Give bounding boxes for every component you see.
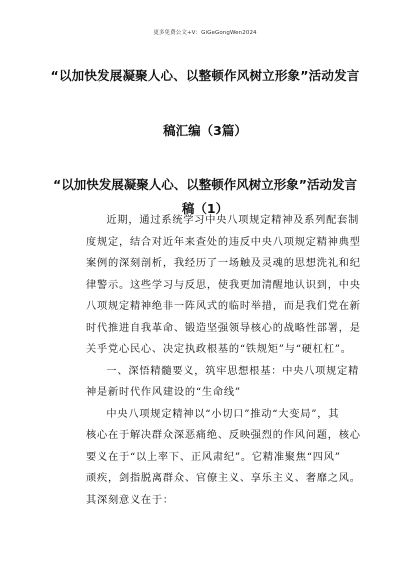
text-line: 神是新时代作风建设的“生命线” — [86, 387, 241, 398]
document-title: “以加快发展凝聚人心、以整顿作风树立形象”活动发言 — [50, 68, 360, 83]
text-line: 中央八项规定精神以“小切口”推动“大变局”，其 — [106, 408, 340, 420]
document-subtitle: 稿汇编（3篇） — [163, 123, 247, 138]
text-line: 律警示。这些学习与反思，使我更加清醒地认识到，中央 — [86, 279, 361, 291]
paragraph-intro — [86, 210, 361, 361]
text-line: 关乎党心民心、决定执政根基的“铁规矩”与“硬杠杠”。 — [86, 344, 352, 355]
text-line: 时代推进自我革命、锻造坚强领导核心的战略性部署，是 — [86, 322, 361, 334]
text-line: 近期，通过系统学习中央八项规定精神及系列配套制 — [106, 215, 360, 226]
paragraph-section-1 — [86, 404, 361, 512]
header-note: 更多免费公文+V：GiGeGongWen2024 — [153, 30, 257, 36]
text-line: 顽疾，剑指脱离群众、官僚主义、享乐主义、奢靡之风。 — [86, 473, 361, 484]
text-line: 要义在于“以上率下、正风肃纪”。它精准聚焦“四风” — [86, 451, 341, 463]
text-line: 案例的深刻剖析，我经历了一场触及灵魂的思想洗礼和纪 — [86, 258, 361, 269]
article-title-line-1: “以加快发展凝聚人心、以整顿作风树立形象”活动发言 — [53, 177, 357, 192]
text-line: 核心在于解决群众深恶痛绝、反映强烈的作风问题，核心 — [86, 430, 361, 441]
article-body — [86, 210, 361, 511]
text-line: 其深刻意义在于： — [86, 494, 174, 506]
text-line: 度规定，结合对近年来查处的违反中央八项规定精神典型 — [86, 236, 361, 248]
text-line: 一、深悟精髓要义，筑牢思想根基：中央八项规定精 — [106, 365, 360, 377]
text-line: 八项规定精神绝非一阵风式的临时举措，而是我们党在新 — [86, 301, 361, 312]
section-heading-1 — [86, 361, 360, 404]
article-title-line-2: 稿（1） — [181, 201, 229, 216]
